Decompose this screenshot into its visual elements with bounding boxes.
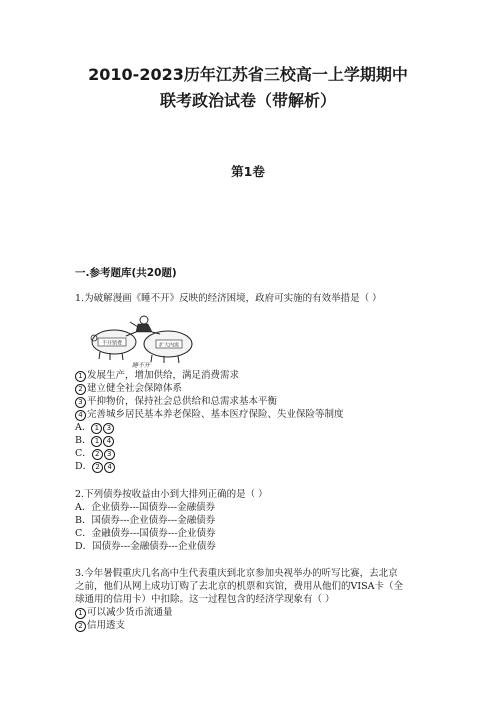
document-title-line1: 2010-2023历年江苏省三校高一上学期期中 bbox=[88, 65, 408, 84]
circled-number: 4 bbox=[75, 410, 86, 421]
circled-number: 3 bbox=[103, 423, 114, 434]
q2-option-a: A．企业债券---国债券---金融债券 bbox=[75, 502, 216, 513]
q1-item-text: 平抑物价，保持社会总供给和总需求基本平衡 bbox=[87, 396, 278, 407]
q1-item bbox=[75, 382, 182, 395]
q3-item bbox=[75, 606, 173, 619]
option-letter: D． bbox=[75, 461, 93, 472]
section-heading: 一.参考题库(共20题) bbox=[75, 267, 177, 279]
circled-number: 4 bbox=[103, 436, 114, 447]
circled-number: 1 bbox=[75, 371, 86, 382]
q2-option-b: B．国债券---企业债券---金融债券 bbox=[75, 515, 216, 526]
circled-number: 2 bbox=[92, 462, 103, 473]
q1-item bbox=[75, 395, 277, 408]
q1-item-text: 发展生产，增加供给，满足消费需求 bbox=[87, 370, 240, 381]
q1-item-text: 建立健全社会保障体系 bbox=[87, 383, 183, 394]
cartoon-left-label: 不开销费 bbox=[101, 340, 123, 347]
q1-item bbox=[75, 369, 239, 382]
volume-heading: 第1卷 bbox=[231, 164, 265, 179]
circled-number: 2 bbox=[92, 449, 103, 460]
q1-option-d bbox=[75, 460, 116, 473]
circled-number: 1 bbox=[91, 423, 102, 434]
document-title-line2: 联考政治试卷（带解析） bbox=[159, 91, 336, 110]
q1-option-c bbox=[75, 447, 116, 460]
q3-item bbox=[75, 619, 125, 632]
circled-number: 2 bbox=[75, 384, 86, 395]
cartoon-right-label: 扩大内需 bbox=[158, 342, 180, 349]
circled-number: 3 bbox=[75, 397, 86, 408]
q1-item bbox=[75, 408, 344, 421]
cartoon-caption: 睡不开 bbox=[131, 362, 151, 368]
q1-option-b bbox=[75, 434, 115, 447]
option-letter: C． bbox=[75, 448, 92, 459]
circled-number: 1 bbox=[91, 436, 102, 447]
q3-item-text: 信用透支 bbox=[87, 620, 126, 631]
q1-item-text: 完善城乡居民基本养老保险、基本医疗保险、失业保险等制度 bbox=[87, 409, 344, 420]
q3-stem-line: 球通用的信用卡）中扣除。这一过程包含的经济学现象有（ ） bbox=[75, 594, 335, 605]
q3-item-text: 可以减少货币流通量 bbox=[87, 607, 173, 618]
q1-option-a bbox=[75, 421, 115, 434]
option-letter: A． bbox=[75, 422, 92, 433]
cartoon-illustration bbox=[86, 312, 196, 368]
circled-number: 3 bbox=[104, 449, 115, 460]
circled-number: 4 bbox=[104, 462, 115, 473]
circled-number: 2 bbox=[75, 621, 86, 632]
q3-stem-line: 之前，他们从网上成功订购了去北京的机票和宾馆，费用从他们的VISA卡（全 bbox=[75, 581, 403, 592]
circled-number: 1 bbox=[75, 608, 86, 619]
q3-stem-line: 3.今年暑假重庆几名高中生代表重庆到北京参加央视举办的听写比赛，去北京 bbox=[75, 568, 398, 579]
option-letter: B． bbox=[75, 435, 92, 446]
q2-option-c: C．金融债券---国债券---企业债券 bbox=[75, 528, 216, 539]
q2-stem: 2.下列债券按收益由小到大排列正确的是（ ） bbox=[75, 489, 268, 500]
q2-option-d: D．国债券---金融债券---企业债券 bbox=[75, 541, 216, 552]
q1-stem: 1.为破解漫画《睡不开》反映的经济困境，政府可实施的有效举措是（ ） bbox=[75, 293, 382, 304]
